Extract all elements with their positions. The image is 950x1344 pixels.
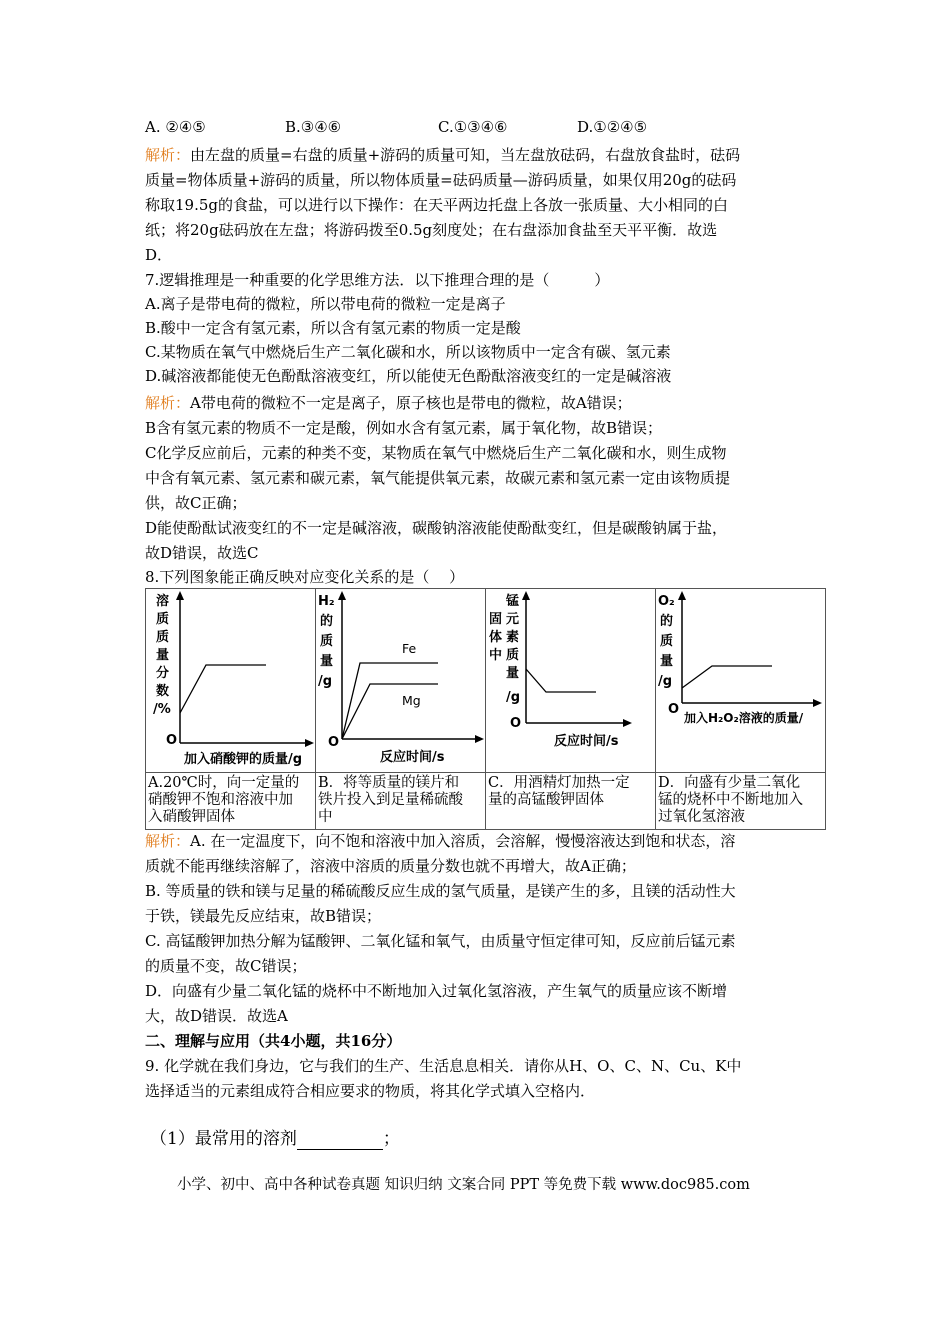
graph-b-curve-fe (342, 663, 438, 739)
q7-analysis-line: B含有氢元素的物质不一定是酸，例如水含有氢元素，属于氧化物，故B错误； (145, 419, 663, 437)
graph-a-ylabel-5: 数 (156, 684, 170, 699)
graph-a-ylabel-0: 溶 (156, 594, 170, 609)
q7-stem: 7.逻辑推理是一种重要的化学思维方法．以下推理合理的是（ ） (145, 271, 610, 289)
graph-c-ylabel-a3: 质 (506, 648, 520, 663)
graph-d-y-arrow (678, 591, 686, 600)
graph-c (486, 589, 655, 768)
graph-a-ylabel-6: /% (153, 702, 171, 717)
graph-c-ylabel-a1: 元 (506, 612, 520, 627)
q6-option-b: B.③④⑥ (285, 118, 342, 136)
q9-stem-line: 9. 化学就在我们身边，它与我们的生产、生活息息相关．请你从H、O、C、N、Cu、K中 (145, 1057, 742, 1075)
q8-analysis-line: 于铁，镁最先反应结束，故B错误； (145, 907, 382, 925)
graph-b-origin: O (328, 735, 340, 750)
graph-d-ylabel-3: 量 (660, 654, 674, 669)
graph-a-cell (146, 589, 316, 773)
q7-option-d: D.碱溶液都能使无色酚酞溶液变红，所以能使无色酚酞溶液变红的一定是碱溶液 (145, 367, 672, 385)
q8-analysis-line: 大，故D错误．故选A (145, 1007, 288, 1025)
graph-c-cell (486, 589, 656, 773)
q6-analysis-line: 解析：由左盘的质量=右盘的质量+游码的质量可知，当左盘放砝码，右盘放食盐时，砝码 (145, 146, 741, 164)
graph-c-unit: /g (506, 690, 521, 705)
graph-c-ylabel-b0: 固 (489, 612, 503, 627)
graph-b-y-arrow (338, 591, 346, 600)
graph-a-ylabel-4: 分 (156, 666, 170, 681)
analysis-label: 解析： (145, 146, 191, 164)
graph-b-curve-mg (342, 684, 438, 739)
q7-option-a: A.离子是带电荷的微粒，所以带电荷的微粒一定是离子 (145, 295, 506, 313)
graph-a-y-arrow (176, 591, 184, 600)
graph-a-curve (180, 665, 266, 713)
q7-option-b: B.酸中一定含有氢元素，所以含有氢元素的物质一定是酸 (145, 319, 521, 337)
graph-c-x-arrow (623, 719, 632, 727)
graph-c-origin: O (510, 716, 522, 731)
q6-analysis-line: 称取19.5g的食盐，可以进行以下操作：在天平两边托盘上各放一张质量、大小相同的白 (145, 196, 729, 214)
graph-c-xlabel: 反应时间/s (554, 734, 619, 749)
graph-b-ylabel-3: 量 (320, 654, 334, 669)
graph-b (316, 589, 485, 768)
graph-a (146, 589, 315, 768)
graph-d-x-arrow (813, 699, 822, 707)
graph-a-ylabel-1: 质 (156, 612, 170, 627)
q8-analysis-line: 的质量不变，故C错误； (145, 957, 307, 975)
q8-figure-table (145, 588, 826, 830)
graph-a-xlabel: 加入硝酸钾的质量/g (184, 752, 303, 767)
q6-option-d: D.①②④⑤ (577, 118, 648, 136)
q8-analysis-line: 质就不能再继续溶解了，溶液中溶质的质量分数也就不再增大，故A正确； (145, 857, 636, 875)
graph-d-origin: O (668, 702, 680, 717)
graph-d-xlabel: 加入H₂O₂溶液的质量/ (684, 711, 804, 725)
graph-b-x-arrow (475, 735, 484, 743)
caption-d: D．向盛有少量二氧化 锰的烧杯中不断地加入 过氧化氢溶液 (656, 773, 826, 830)
q8-stem: 8.下列图象能正确反映对应变化关系的是（ ） (145, 568, 465, 586)
caption-a: A.20℃时，向一定量的 硝酸钾不饱和溶液中加 入硝酸钾固体 (146, 773, 316, 830)
graph-a-ylabel-2: 质 (156, 630, 170, 645)
q7-analysis-line: 供，故C正确； (145, 494, 247, 512)
graph-d (656, 589, 825, 768)
q9-stem-line: 选择适当的元素组成符合相应要求的物质，将其化学式填入空格内． (145, 1082, 596, 1100)
q7-analysis-line: C化学反应前后，元素的种类不变，某物质在氧气中燃烧后生产二氧化碳和水，则生成物 (145, 444, 727, 462)
graph-d-cell (656, 589, 826, 773)
graph-b-ylabel-2: 质 (320, 634, 334, 649)
q8-analysis-line: D．向盛有少量二氧化锰的烧杯中不断地加入过氧化氢溶液，产生氧气的质量应该不断增 (145, 982, 728, 1000)
graph-d-ylabel-2: 质 (660, 634, 674, 649)
q6-analysis-line: 质量=物体质量+游码的质量，所以物体质量=砝码质量—游码质量，如果仅用20g的砝码 (145, 171, 737, 189)
graph-b-series-mg: Mg (402, 693, 421, 708)
graph-b-ylabel-1: 的 (320, 614, 334, 629)
q7-analysis-line: 故D错误，故选C (145, 544, 259, 562)
page-footer: 小学、初中、高中各种试卷真题 知识归纳 文案合同 PPT 等免费下载 www.doc985.com (177, 1177, 750, 1193)
q7-analysis-line: D能使酚酞试液变红的不一定是碱溶液，碳酸钠溶液能使酚酞变红，但是碳酸钠属于盐， (145, 519, 728, 537)
analysis-label: 解析： (145, 832, 191, 850)
q6-analysis-line: D． (145, 246, 173, 264)
graph-c-ylabel-a4: 量 (506, 666, 520, 681)
caption-c: C．用酒精灯加热一定 量的高锰酸钾固体 (486, 773, 656, 830)
graph-c-ylabel-b2: 中 (489, 648, 503, 663)
q9-part1: （1）最常用的溶剂 ； (150, 1129, 400, 1149)
q7-analysis-line: 解析：A带电荷的微粒不一定是离子，原子核也是带电的微粒，故A错误； (145, 394, 632, 412)
graph-d-ylabel-0: O₂ (658, 594, 675, 609)
caption-b: B．将等质量的镁片和 铁片投入到足量稀硫酸 中 (316, 773, 486, 830)
q6-option-c: C.①③④⑥ (438, 118, 508, 136)
graph-b-xlabel: 反应时间/s (380, 750, 445, 765)
analysis-label: 解析： (145, 394, 191, 412)
q7-option-c: C.某物质在氧气中燃烧后生产二氧化碳和水，所以该物质中一定含有碳、氢元素 (145, 343, 671, 361)
q8-analysis-line: 解析：A. 在一定温度下，向不饱和溶液中加入溶质，会溶解，慢慢溶液达到饱和状态，溶 (145, 832, 736, 850)
graph-a-ylabel-3: 量 (156, 648, 170, 663)
section-heading: 二、理解与应用（共4小题，共16分） (145, 1032, 402, 1050)
answer-blank[interactable] (297, 1131, 383, 1150)
q8-analysis-line: B. 等质量的铁和镁与足量的稀硫酸反应生成的氢气质量，是镁产生的多，且镁的活动性大 (145, 882, 736, 900)
graph-b-ylabel-0: H₂ (318, 594, 335, 609)
graph-c-y-arrow (522, 591, 530, 600)
graph-a-origin: O (166, 733, 178, 748)
graph-c-ylabel-b1: 体 (489, 630, 503, 645)
graph-d-ylabel-1: 的 (660, 614, 674, 629)
graph-d-ylabel-4: /g (658, 674, 673, 689)
graph-b-ylabel-4: /g (318, 674, 333, 689)
graph-d-curve (682, 666, 772, 688)
q7-analysis-line: 中含有氧元素、氢元素和碳元素，氧气能提供氧元素，故碳元素和氢元素一定由该物质提 (145, 469, 731, 487)
q8-analysis-line: C. 高锰酸钾加热分解为锰酸钾、二氧化锰和氧气，由质量守恒定律可知，反应前后锰元素 (145, 932, 736, 950)
graph-b-cell (316, 589, 486, 773)
graph-a-x-arrow (305, 739, 314, 747)
graph-c-curve (526, 669, 596, 692)
graph-c-ylabel-a0: 锰 (506, 594, 520, 609)
q6-option-a: A. ②④⑤ (145, 118, 206, 136)
q6-analysis-line: 纸；将20g砝码放在左盘；将游码拨至0.5g刻度处；在右盘添加食盐至天平平衡．故选 (145, 221, 718, 239)
graph-c-ylabel-a2: 素 (506, 630, 520, 645)
graph-b-series-fe: Fe (402, 641, 417, 656)
